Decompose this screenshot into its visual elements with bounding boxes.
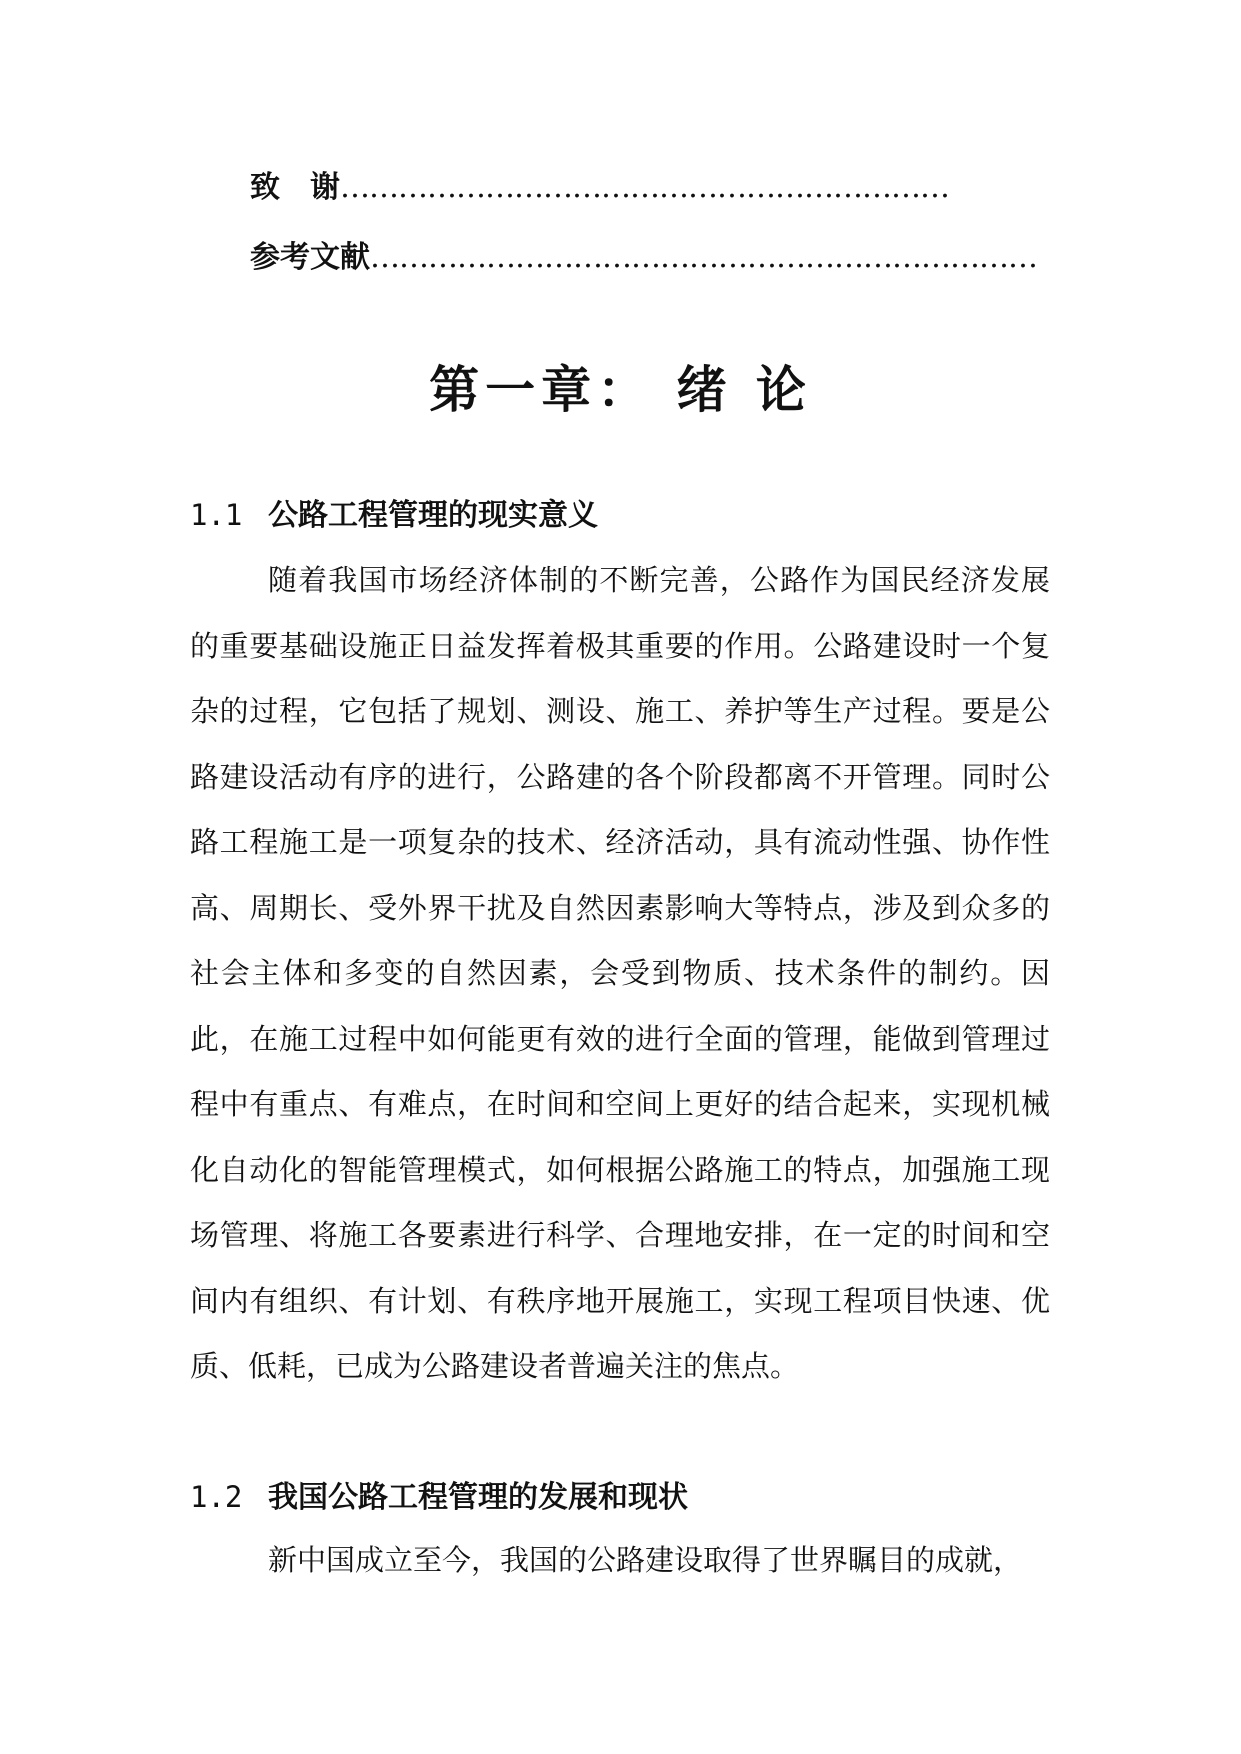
body-paragraph: 新中国成立至今，我国的公路建设取得了世界瞩目的成就， (268, 1543, 1023, 1577)
chapter-title: 第一章： 绪 论 (429, 360, 812, 419)
toc-leader-dots: …………………………………………………………… (370, 240, 1037, 275)
toc-entry-label: 参考文献 (250, 240, 370, 275)
body-paragraph: 随着我国市场经济体制的不断完善，公路作为国民经济发展的重要基础设施正日益发挥着极其重要的作用。公路建设时一个复杂的过程，它包括了规划、测设、施工、养护等生产过程。要是公路建设活动有序的进行，公路建的各个阶段都离不开管理。同时公路工程施工是一项复杂的技术、经济活动，具有流动性强、协作性高、周期长、受外界干扰及自然因素影响大等特点，涉及到众多的社会主体和多变的自然因素，会受到物质、技术条件的制约。因此，在施工过程中如何能更有效的进行全面的管理，能做到管理过程中有重点、有难点，在时间和空间上更好的结合起来，实现机械化自动化的智能管理模式，如何根据公路施工的特点，加强施工现场管理、将施工各要素进行科学、合理地安排，在一定的时间和空间内有组织、有计划、有秩序地开展施工，实现工程项目快速、优质、低耗，已成为公路建设者普遍关注的焦点。 (190, 563, 1050, 1383)
section-title: 公路工程管理的现实意义 (268, 498, 598, 533)
section-heading (190, 1472, 688, 1516)
toc-leader-dots: ……………………………………………………… (340, 170, 949, 205)
toc-entry-acknowledgements (250, 162, 949, 206)
section-number: 1.2 (190, 1480, 243, 1514)
toc-entry-label: 致 谢 (250, 170, 340, 205)
toc-entry-references (250, 232, 1037, 276)
section-number: 1.1 (190, 498, 243, 532)
section-title: 我国公路工程管理的发展和现状 (268, 1480, 688, 1515)
section-heading (190, 490, 598, 534)
